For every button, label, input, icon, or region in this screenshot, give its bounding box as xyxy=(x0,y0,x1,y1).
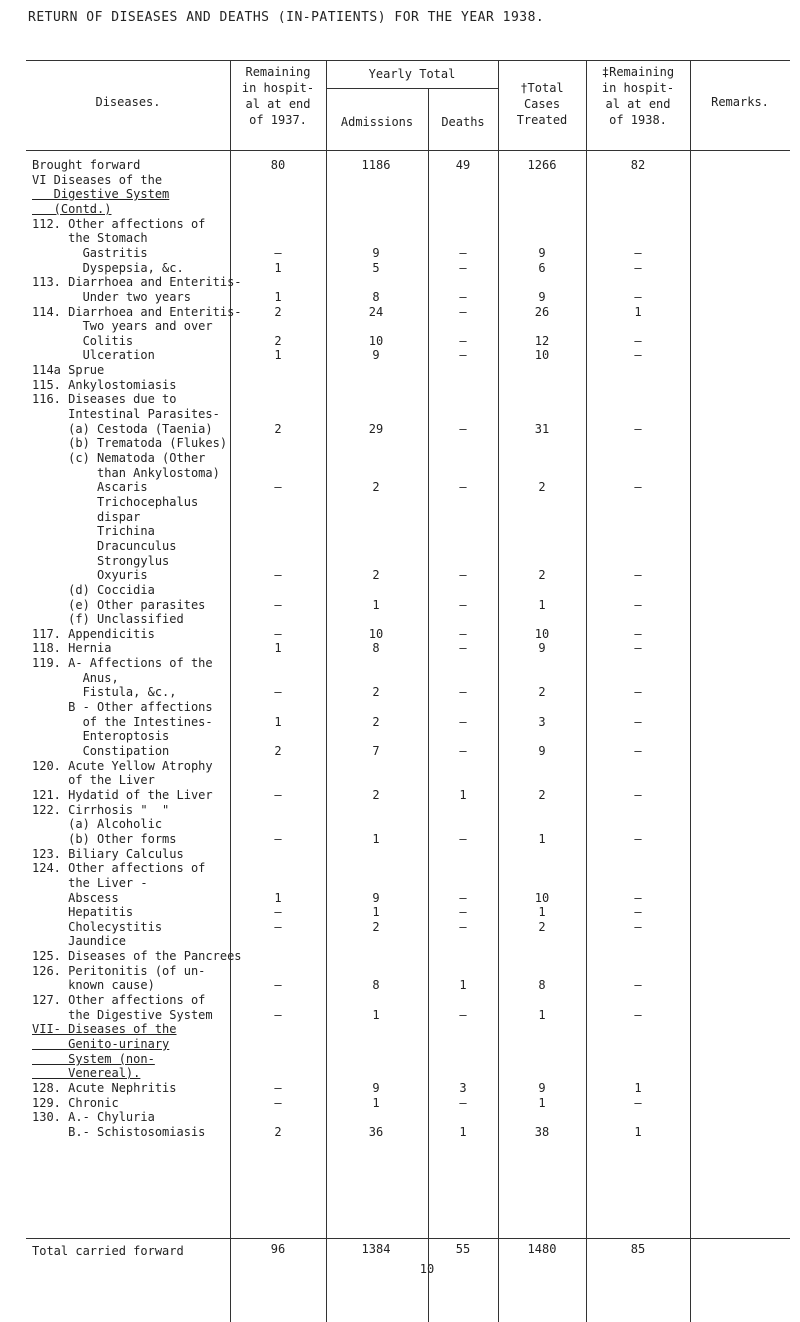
cell-rem: 2 xyxy=(274,744,282,758)
row-label: 119. A- Affections of the xyxy=(32,656,213,670)
cell-rem: – xyxy=(274,598,282,612)
cell-rem: 1 xyxy=(274,891,282,905)
row-label: (a) Cestoda (Taenia) xyxy=(32,422,213,436)
cell-rem-end: 1 xyxy=(634,1081,642,1095)
cell-rem-end: – xyxy=(634,334,642,348)
cell-deaths: 1 xyxy=(459,788,467,802)
cell-rem-end: 82 xyxy=(630,158,646,172)
cell-rem: – xyxy=(274,1081,282,1095)
cell-adm: 5 xyxy=(372,261,380,275)
row-label: (b) Trematoda (Flukes) xyxy=(32,436,228,450)
cell-total: 1266 xyxy=(527,158,557,172)
cell-adm: 1 xyxy=(372,1008,380,1022)
totals-remaining-start: 96 xyxy=(270,1242,286,1256)
header-admissions: Admissions xyxy=(340,115,414,129)
row-label: Cholecystitis xyxy=(32,920,163,934)
row-label: 126. Peritonitis (of un- xyxy=(32,964,206,978)
row-label: VII- Diseases of the xyxy=(32,1022,177,1036)
row-label: Hepatitis xyxy=(32,905,134,919)
cell-adm: 2 xyxy=(372,715,380,729)
row-label: the Liver - xyxy=(32,876,148,890)
cell-adm: 1 xyxy=(372,905,380,919)
cell-rem: – xyxy=(274,905,282,919)
cell-deaths: – xyxy=(459,290,467,304)
cell-adm: 2 xyxy=(372,568,380,582)
row-label: (a) Alcoholic xyxy=(32,817,163,831)
cell-rem-end: – xyxy=(634,1008,642,1022)
row-label: Abscess xyxy=(32,891,119,905)
header-yearly-total: Yearly Total xyxy=(368,67,456,81)
cell-total: 10 xyxy=(534,627,550,641)
header-diseases: Diseases. xyxy=(95,95,161,109)
row-label: Dyspepsia, &c. xyxy=(32,261,184,275)
cell-total: 9 xyxy=(538,290,546,304)
cell-rem: – xyxy=(274,480,282,494)
row-label: Under two years xyxy=(32,290,191,304)
cell-deaths: – xyxy=(459,568,467,582)
row-label: VI Diseases of the xyxy=(32,173,163,187)
cell-rem: 1 xyxy=(274,290,282,304)
row-label: Ascaris xyxy=(32,480,148,494)
row-label: of the Intestines- xyxy=(32,715,213,729)
cell-total: 10 xyxy=(534,891,550,905)
cell-rem: – xyxy=(274,978,282,992)
cell-rem-end: – xyxy=(634,422,642,436)
cell-rem-end: – xyxy=(634,627,642,641)
cell-rem-end: – xyxy=(634,641,642,655)
row-label: 128. Acute Nephritis xyxy=(32,1081,177,1095)
cell-rem: – xyxy=(274,832,282,846)
cell-total: 1 xyxy=(538,598,546,612)
cell-adm: 29 xyxy=(368,422,384,436)
header-remarks: Remarks. xyxy=(711,95,769,109)
totals-label: Total carried forward xyxy=(32,1244,184,1258)
row-label: known cause) xyxy=(32,978,155,992)
row-label: Ulceration xyxy=(32,348,155,362)
cell-rem: – xyxy=(274,627,282,641)
cell-deaths: – xyxy=(459,305,467,319)
row-label: 117. Appendicitis xyxy=(32,627,155,641)
totals-admissions: 1384 xyxy=(361,1242,391,1256)
row-label: (c) Nematoda (Other xyxy=(32,451,206,465)
cell-rem-end: – xyxy=(634,891,642,905)
row-label: 116. Diseases due to xyxy=(32,392,177,406)
cell-deaths: – xyxy=(459,627,467,641)
cell-adm: 2 xyxy=(372,685,380,699)
totals-deaths: 55 xyxy=(455,1242,471,1256)
row-label: (d) Coccidia xyxy=(32,583,155,597)
row-label: 112. Other affections of xyxy=(32,217,206,231)
row-label: Dracunculus xyxy=(32,539,177,553)
cell-deaths: – xyxy=(459,246,467,260)
cell-deaths: – xyxy=(459,1008,467,1022)
cell-rem: 2 xyxy=(274,305,282,319)
totals-remaining-end: 85 xyxy=(630,1242,646,1256)
cell-rem-end: – xyxy=(634,1096,642,1110)
cell-rem-end: – xyxy=(634,832,642,846)
cell-total: 1 xyxy=(538,1008,546,1022)
cell-rem: – xyxy=(274,246,282,260)
row-label: Gastritis xyxy=(32,246,148,260)
cell-adm: 1 xyxy=(372,832,380,846)
row-label: Genito-urinary xyxy=(32,1037,170,1051)
cell-total: 9 xyxy=(538,744,546,758)
row-label: 122. Cirrhosis " " xyxy=(32,803,170,817)
header-remaining-end: ‡Remaining in hospit- al at end of 1938. xyxy=(601,65,675,127)
cell-deaths: – xyxy=(459,480,467,494)
row-label: Colitis xyxy=(32,334,134,348)
row-label: Fistula, &c., xyxy=(32,685,177,699)
row-label: than Ankylostoma) xyxy=(32,466,220,480)
cell-adm: 8 xyxy=(372,290,380,304)
cell-rem: – xyxy=(274,568,282,582)
header-deaths: Deaths xyxy=(441,115,485,129)
cell-adm: 9 xyxy=(372,246,380,260)
cell-total: 31 xyxy=(534,422,550,436)
row-label: Two years and over xyxy=(32,319,213,333)
cell-deaths: – xyxy=(459,348,467,362)
cell-total: 10 xyxy=(534,348,550,362)
cell-rem-end: 1 xyxy=(634,1125,642,1139)
cell-adm: 8 xyxy=(372,978,380,992)
row-label: 121. Hydatid of the Liver xyxy=(32,788,213,802)
cell-deaths: – xyxy=(459,1096,467,1110)
cell-rem-end: – xyxy=(634,920,642,934)
header-total-cases: †Total Cases Treated xyxy=(516,81,568,127)
cell-deaths: – xyxy=(459,598,467,612)
cell-rem: 2 xyxy=(274,422,282,436)
cell-total: 9 xyxy=(538,246,546,260)
cell-total: 2 xyxy=(538,920,546,934)
cell-rem-end: – xyxy=(634,715,642,729)
cell-rem: 1 xyxy=(274,715,282,729)
row-label: Strongylus xyxy=(32,554,170,568)
cell-total: 1 xyxy=(538,832,546,846)
cell-rem: 1 xyxy=(274,641,282,655)
row-label: 113. Diarrhoea and Enteritis- xyxy=(32,275,242,289)
cell-deaths: – xyxy=(459,334,467,348)
row-label: 114. Diarrhoea and Enteritis- xyxy=(32,305,242,319)
row-label: Venereal). xyxy=(32,1066,141,1080)
cell-rem-end: – xyxy=(634,246,642,260)
cell-rem-end: 1 xyxy=(634,305,642,319)
row-label: Digestive System xyxy=(32,187,170,201)
row-label: the Digestive System xyxy=(32,1008,213,1022)
row-label: Anus, xyxy=(32,671,119,685)
cell-adm: 7 xyxy=(372,744,380,758)
row-label: Trichocephalus xyxy=(32,495,199,509)
cell-adm: 2 xyxy=(372,788,380,802)
cell-adm: 9 xyxy=(372,1081,380,1095)
cell-total: 2 xyxy=(538,788,546,802)
row-label: 115. Ankylostomiasis xyxy=(32,378,177,392)
cell-adm: 10 xyxy=(368,627,384,641)
row-label: Intestinal Parasites- xyxy=(32,407,220,421)
row-label: 130. A.- Chyluria xyxy=(32,1110,155,1124)
cell-deaths: – xyxy=(459,685,467,699)
row-label: (Contd.) xyxy=(32,202,112,216)
cell-adm: 2 xyxy=(372,920,380,934)
cell-rem-end: – xyxy=(634,261,642,275)
cell-rem: 2 xyxy=(274,1125,282,1139)
row-label: 129. Chronic xyxy=(32,1096,119,1110)
row-label: 125. Diseases of the Pancrees xyxy=(32,949,242,963)
row-label: 114a Sprue xyxy=(32,363,105,377)
row-label: of the Liver xyxy=(32,773,155,787)
row-label: (b) Other forms xyxy=(32,832,177,846)
row-label: 123. Biliary Calculus xyxy=(32,847,184,861)
header-remaining-start: Remaining in hospit- al at end of 1937. xyxy=(241,65,315,127)
cell-adm: 2 xyxy=(372,480,380,494)
cell-adm: 8 xyxy=(372,641,380,655)
cell-deaths: – xyxy=(459,422,467,436)
cell-deaths: – xyxy=(459,920,467,934)
cell-rem-end: – xyxy=(634,568,642,582)
cell-adm: 1 xyxy=(372,1096,380,1110)
cell-rem-end: – xyxy=(634,978,642,992)
cell-rem-end: – xyxy=(634,480,642,494)
row-label: 118. Hernia xyxy=(32,641,112,655)
cell-rem: – xyxy=(274,1096,282,1110)
cell-adm: 24 xyxy=(368,305,384,319)
cell-total: 3 xyxy=(538,715,546,729)
cell-adm: 1186 xyxy=(361,158,391,172)
cell-rem: – xyxy=(274,685,282,699)
row-label: B - Other affections xyxy=(32,700,213,714)
totals-total-cases: 1480 xyxy=(527,1242,557,1256)
cell-total: 12 xyxy=(534,334,550,348)
cell-total: 1 xyxy=(538,905,546,919)
cell-deaths: 49 xyxy=(455,158,471,172)
cell-rem: 1 xyxy=(274,261,282,275)
cell-total: 2 xyxy=(538,568,546,582)
cell-deaths: – xyxy=(459,832,467,846)
cell-rem-end: – xyxy=(634,685,642,699)
cell-deaths: – xyxy=(459,744,467,758)
cell-deaths: – xyxy=(459,261,467,275)
cell-total: 2 xyxy=(538,480,546,494)
page-title: RETURN OF DISEASES AND DEATHS (IN-PATIENTS) FOR THE YEAR 1938. xyxy=(28,10,545,25)
row-label: (e) Other parasites xyxy=(32,598,206,612)
row-label: B.- Schistosomiasis xyxy=(32,1125,206,1139)
cell-rem-end: – xyxy=(634,788,642,802)
cell-total: 38 xyxy=(534,1125,550,1139)
cell-rem: 1 xyxy=(274,348,282,362)
row-label: Enteroptosis xyxy=(32,729,170,743)
row-label: Constipation xyxy=(32,744,170,758)
cell-adm: 9 xyxy=(372,348,380,362)
cell-deaths: – xyxy=(459,641,467,655)
row-label: Brought forward xyxy=(32,158,141,172)
cell-deaths: 1 xyxy=(459,1125,467,1139)
cell-total: 2 xyxy=(538,685,546,699)
row-label: Oxyuris xyxy=(32,568,148,582)
row-label: 124. Other affections of xyxy=(32,861,206,875)
cell-total: 9 xyxy=(538,1081,546,1095)
cell-deaths: – xyxy=(459,715,467,729)
row-label: Jaundice xyxy=(32,934,126,948)
cell-rem: 2 xyxy=(274,334,282,348)
cell-total: 9 xyxy=(538,641,546,655)
cell-rem: 80 xyxy=(270,158,286,172)
cell-rem-end: – xyxy=(634,744,642,758)
row-label: Trichina xyxy=(32,524,155,538)
cell-rem: – xyxy=(274,1008,282,1022)
cell-rem: – xyxy=(274,920,282,934)
cell-rem-end: – xyxy=(634,290,642,304)
cell-adm: 10 xyxy=(368,334,384,348)
cell-adm: 9 xyxy=(372,891,380,905)
cell-rem-end: – xyxy=(634,348,642,362)
cell-total: 26 xyxy=(534,305,550,319)
row-label: System (non- xyxy=(32,1052,155,1066)
cell-deaths: 3 xyxy=(459,1081,467,1095)
page-number: 10 xyxy=(419,1262,435,1276)
cell-total: 8 xyxy=(538,978,546,992)
cell-rem-end: – xyxy=(634,905,642,919)
row-label: the Stomach xyxy=(32,231,148,245)
cell-total: 6 xyxy=(538,261,546,275)
row-label: 127. Other affections of xyxy=(32,993,206,1007)
row-label: 120. Acute Yellow Atrophy xyxy=(32,759,213,773)
cell-deaths: – xyxy=(459,905,467,919)
cell-adm: 1 xyxy=(372,598,380,612)
cell-total: 1 xyxy=(538,1096,546,1110)
cell-adm: 36 xyxy=(368,1125,384,1139)
row-label: dispar xyxy=(32,510,141,524)
cell-rem-end: – xyxy=(634,598,642,612)
cell-deaths: – xyxy=(459,891,467,905)
cell-deaths: 1 xyxy=(459,978,467,992)
cell-rem: – xyxy=(274,788,282,802)
row-label: (f) Unclassified xyxy=(32,612,184,626)
